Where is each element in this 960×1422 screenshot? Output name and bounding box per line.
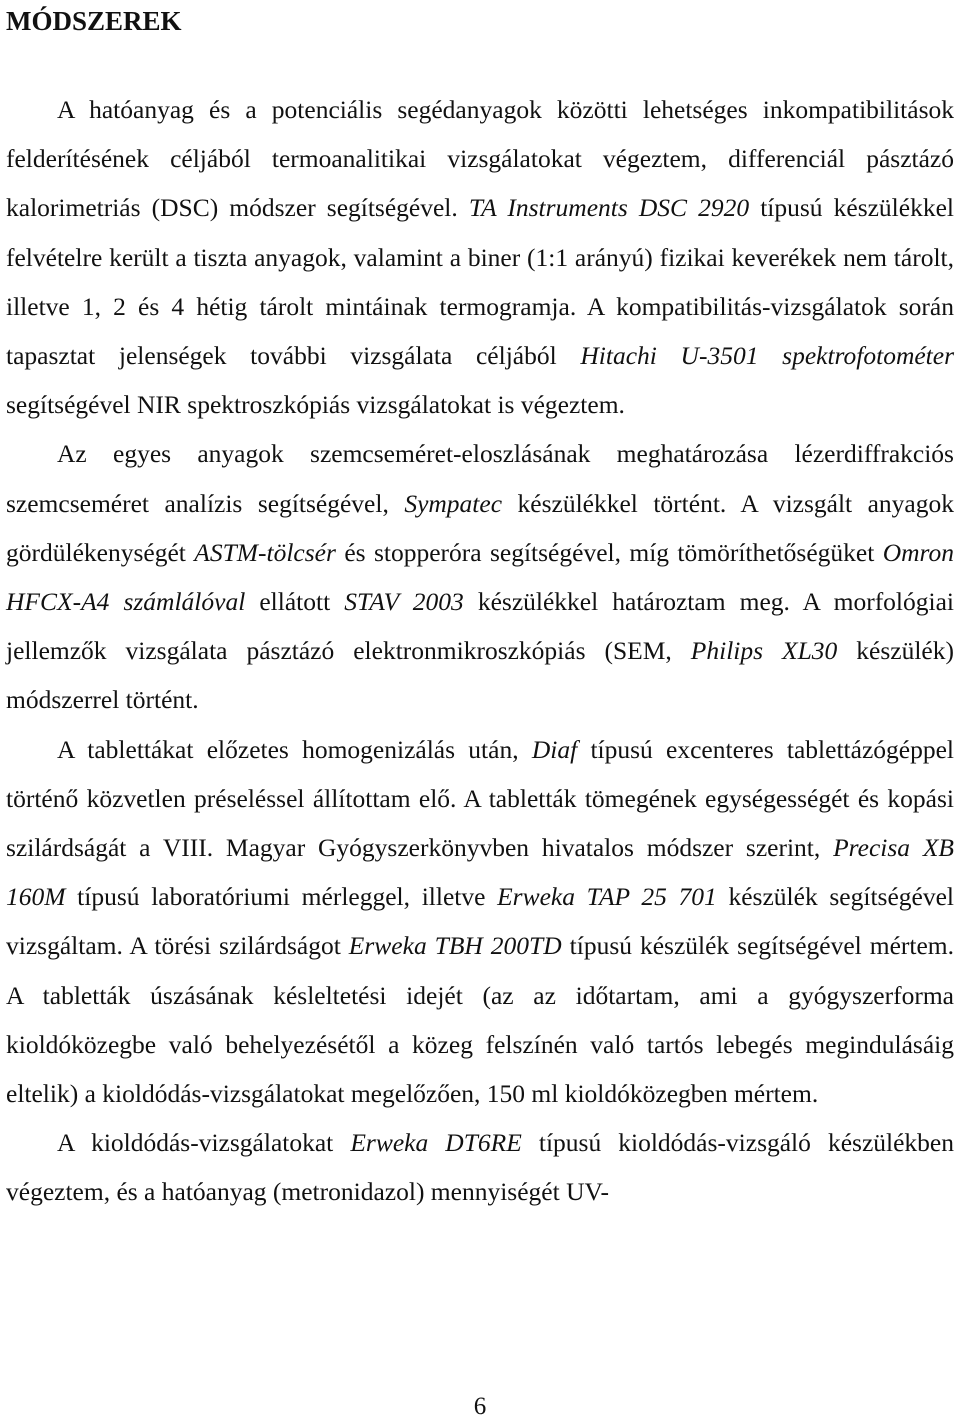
instrument-name: ASTM-tölcsér xyxy=(194,537,336,567)
instrument-name: TA Instruments DSC 2920 xyxy=(468,193,750,223)
text-run: típusú készülékkel felvételre került a tiszta anyagok, valamint a biner (1:1 arányú) fizikai keverékek nem tárolt, illetve 1, 2 és 4 hétig tárolt mintáinak termogramja. A kompatibilitás-vizsgálatok során tapasztat jelenségek további vizsgálata céljából xyxy=(6,193,954,371)
instrument-name: Omron HFCX-A4 számlálóval xyxy=(6,537,955,617)
text-run: készülékkel határoztam meg. A morfológiai jellemzők vizsgálata pásztázó elektronmikroszkópiás (SEM, xyxy=(6,587,955,666)
instrument-name: Philips XL30 xyxy=(690,636,838,666)
text-run: készülék) módszerrel történt. xyxy=(6,636,954,715)
text-run: típusú excenteres tablettázógéppel történő közvetlen préseléssel állítottam elő. A tabletták tömegének egységességét és kopási szilárdságát a VIII. Magyar Gyógyszerkönyvben hivatalos módszer szerint, xyxy=(6,734,954,863)
text-run: A tablettákat előzetes homogenizálás után, xyxy=(57,734,532,764)
instrument-name: Erweka TAP 25 701 xyxy=(497,882,717,912)
text-run: készülékkel történt. A vizsgált anyagok gördülékenységét xyxy=(6,488,955,567)
text-run: A kioldódás-vizsgálatokat xyxy=(57,1128,351,1158)
instrument-name: Erweka TBH 200TD xyxy=(348,931,562,961)
instrument-name: STAV 2003 xyxy=(344,587,464,617)
text-run: készülék segítségével vizsgáltam. A törési szilárdságot xyxy=(6,882,954,961)
section-heading: MÓDSZEREK xyxy=(6,6,182,36)
text-run: típusú kioldódás-vizsgáló készülékben végeztem, és a hatóanyag (metronidazol) mennyiségét UV- xyxy=(6,1128,954,1207)
text-run: és stopperóra segítségével, míg tömöríthetőségüket xyxy=(335,537,883,567)
text-run: segítségével NIR spektroszkópiás vizsgálatokat is végeztem. xyxy=(6,390,625,420)
instrument-name: Precisa XB 160M xyxy=(6,833,955,912)
instrument-name: Erweka DT6RE xyxy=(350,1128,522,1158)
text-run: típusú készülék segítségével mértem. A tabletták úszásának késleltetési idejét (az az időtartam, ami a gyógyszerforma kioldóközegbe való behelyezésétől a közeg felszínén való tartós lebegés megindulásáig eltelik) a kioldódás-vizsgálatokat megelőzően, 150 ml kioldóközegben mértem. xyxy=(6,931,955,1109)
text-run: A hatóanyag és a potenciális segédanyagok közötti lehetséges inkompatibilitások felderítésének céljából termoanalitikai vizsgálatokat végeztem, differenciál pásztázó kalorimetriás (DSC) módszer segítségével. xyxy=(6,95,954,223)
paragraph-thermoanalysis xyxy=(6,85,954,429)
text-run: típusú laboratóriumi mérleggel, illetve xyxy=(65,882,498,912)
instrument-name: Diaf xyxy=(531,734,578,764)
paragraph-dissolution xyxy=(6,1118,954,1216)
document-page xyxy=(6,0,954,1217)
instrument-name: Hitachi U-3501 spektrofotométer xyxy=(580,341,955,371)
paragraph-tablet-testing xyxy=(6,725,954,1119)
text-run: Az egyes anyagok szemcseméret-eloszlásának meghatározása lézerdiffrakciós szemcseméret analízis segítségével, xyxy=(6,439,954,518)
paragraph-particle-analysis xyxy=(6,429,954,724)
page-number: 6 xyxy=(473,1393,487,1420)
text-run: ellátott xyxy=(245,587,345,617)
body-text xyxy=(6,85,954,1217)
instrument-name: Sympatec xyxy=(404,488,503,518)
